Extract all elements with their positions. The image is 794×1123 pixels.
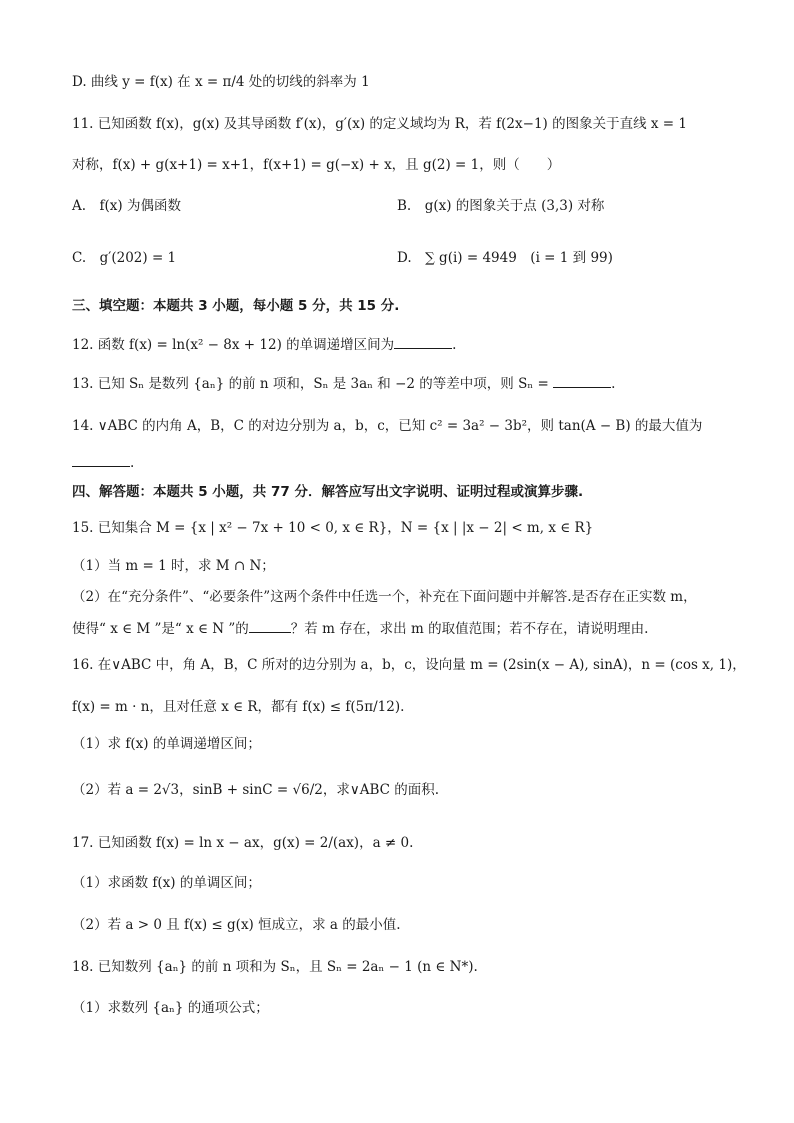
question-17-part-1-text: （1）求函数 f(x) 的单调区间； (72, 875, 261, 891)
question-16-stem-text: 16. 在∨ABC 中，角 A，B，C 所对的边分别为 a，b，c，设向量 m = (2sin(x − A), sinA)，n = (cos x, 1)， (72, 657, 746, 673)
question-13-text: 13. 已知 Sₙ 是数列 {aₙ} 的前 n 项和，Sₙ 是 3aₙ 和 −2 的等差中项，则 Sₙ = (72, 376, 549, 392)
question-17-part-2 (72, 915, 734, 935)
question-14 (72, 416, 734, 436)
answer-blank-q13 (553, 373, 611, 388)
section-4-heading-text: 四、解答题：本题共 5 小题，共 77 分．解答应写出文字说明、证明过程或演算步骤. (72, 484, 584, 500)
question-15-part-2-cont (72, 618, 734, 639)
option-d-q11 (397, 248, 734, 268)
question-12-text: 12. 函数 f(x) = ln(x² − 8x + 12) 的单调递增区间为 (72, 337, 395, 353)
answer-blank-q15 (249, 618, 291, 633)
question-17-stem-text: 17. 已知函数 f(x) = ln x − ax，g(x) = 2/(ax)，a ≠ 0. (72, 835, 414, 851)
question-15-part-2-text: （2）在“充分条件”、“必要条件”这两个条件中任选一个，补充在下面问题中并解答.是否存在正实数 m， (72, 589, 697, 605)
answer-blank-q14 (72, 452, 130, 467)
question-17-stem (72, 833, 734, 853)
question-14-blank-line (72, 452, 734, 473)
question-16-part-2-text: （2）若 a = 2√3，sinB + sinC = √6/2，求∨ABC 的面积. (72, 782, 440, 798)
question-15-part-2-cont-a: 使得“ x ∈ M ”是“ x ∈ N ”的 (72, 621, 249, 637)
question-16-part-1 (72, 734, 734, 754)
option-a-q11 (72, 196, 181, 216)
section-3-heading-text: 三、填空题：本题共 3 小题，每小题 5 分，共 15 分. (72, 298, 400, 314)
question-11-stem-cont (72, 155, 734, 175)
question-14-text: 14. ∨ABC 的内角 A，B，C 的对边分别为 a，b，c，已知 c² = 3a² − 3b²，则 tan(A − B) 的最大值为 (72, 418, 703, 434)
option-b-q11-text: B. g(x) 的图象关于点 (3,3) 对称 (397, 198, 605, 214)
question-15-stem (72, 518, 734, 538)
option-c-q11-text: C. g′(202) = 1 (72, 250, 177, 266)
question-16-stem (72, 655, 746, 675)
option-c-q11 (72, 248, 176, 268)
option-d-q10-text: D. 曲线 y = f(x) 在 x = π/4 处的切线的斜率为 1 (72, 74, 370, 90)
question-15-part-2 (72, 587, 734, 607)
option-d-q10 (72, 72, 734, 92)
option-b-q11 (397, 196, 734, 216)
question-18-stem-text: 18. 已知数列 {aₙ} 的前 n 项和为 Sₙ，且 Sₙ = 2aₙ − 1 (n ∈ N*). (72, 959, 478, 975)
question-11-stem (72, 114, 734, 134)
question-18-part-1 (72, 998, 734, 1018)
question-16-stem-cont-text: f(x) = m · n，且对任意 x ∈ R，都有 f(x) ≤ f(5π/12). (72, 699, 405, 715)
question-11-stem-cont-text: 对称，f(x) + g(x+1) = x+1，f(x+1) = g(−x) + x，且 g(2) = 1，则（ ） (72, 157, 561, 173)
question-14-end: . (130, 455, 135, 471)
question-15-part-2-cont-b: ？若 m 存在，求出 m 的取值范围；若不存在，请说明理由. (290, 621, 649, 637)
question-16-part-2 (72, 780, 734, 800)
question-15-part-1-text: （1）当 m = 1 时，求 M ∩ N； (72, 558, 275, 574)
question-15-stem-text: 15. 已知集合 M = {x | x² − 7x + 10 < 0, x ∈ R}，N = {x | |x − 2| < m, x ∈ R} (72, 520, 594, 536)
section-4-heading (72, 482, 734, 502)
question-13: 13. 已知 Sₙ 是数列 {aₙ} 的前 n 项和，Sₙ 是 3aₙ 和 −2 的等差中项，则 Sₙ = . (72, 373, 734, 394)
question-17-part-2-text: （2）若 a > 0 且 f(x) ≤ g(x) 恒成立，求 a 的最小值. (72, 917, 401, 933)
option-d-q11-text: D. ∑ g(i) = 4949 (i = 1 到 99) (397, 250, 613, 266)
answer-blank-q12 (394, 334, 452, 349)
question-11-stem-text: 11. 已知函数 f(x)，g(x) 及其导函数 f′(x)，g′(x) 的定义域均为 R，若 f(2x−1) 的图象关于直线 x = 1 (72, 116, 687, 132)
option-a-q11-text: A. f(x) 为偶函数 (72, 198, 181, 214)
question-15-part-1 (72, 556, 734, 576)
question-18-part-1-text: （1）求数列 {aₙ} 的通项公式； (72, 1000, 269, 1016)
question-18-stem (72, 957, 734, 977)
question-16-stem-cont (72, 697, 734, 717)
question-16-part-1-text: （1）求 f(x) 的单调递增区间； (72, 736, 261, 752)
section-3-heading (72, 296, 734, 316)
question-17-part-1 (72, 873, 734, 893)
question-12: 12. 函数 f(x) = ln(x² − 8x + 12) 的单调递增区间为 . (72, 334, 734, 355)
